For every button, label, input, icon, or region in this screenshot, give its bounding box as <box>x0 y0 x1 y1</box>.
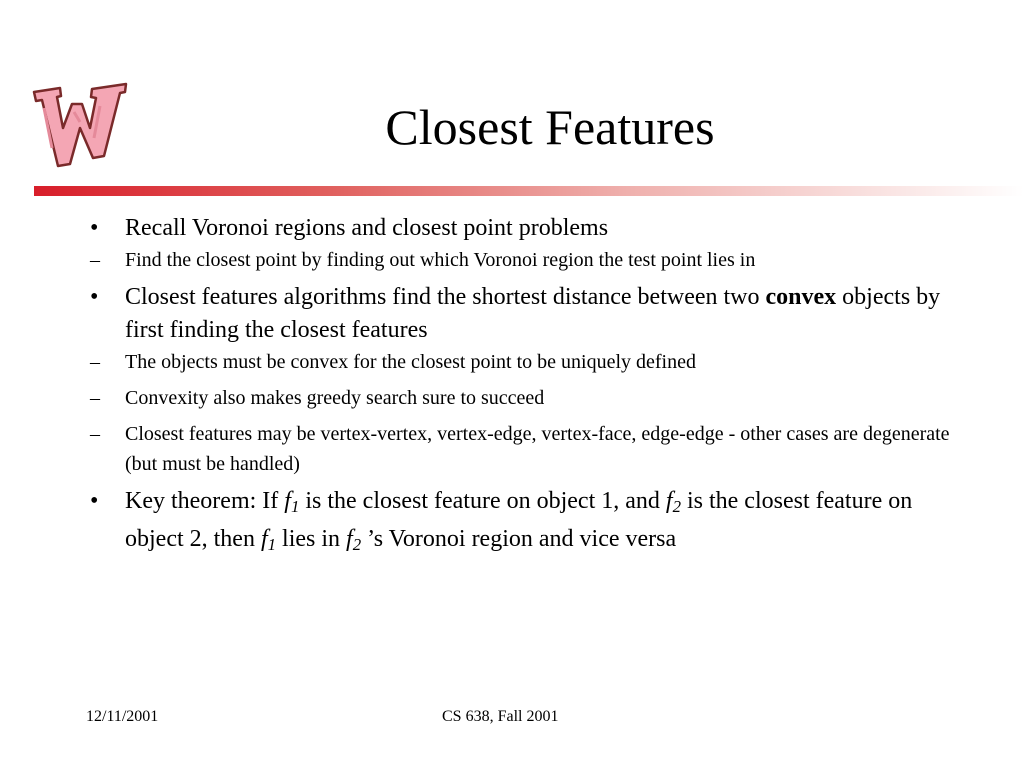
bullet-item <box>90 281 970 347</box>
variable-f: f <box>346 526 353 553</box>
bullet-text: Recall Voronoi regions and closest point problems <box>125 215 609 241</box>
footer-date: 12/11/2001 <box>86 708 159 725</box>
sub-bullet-text: Convexity also makes greedy search sure to succeed <box>125 387 545 409</box>
sub-bullet-text: Closest features may be vertex-vertex, vertex-edge, vertex-face, edge-edge - other cases are degenerate (but must be handled) <box>125 423 950 475</box>
variable-f: f <box>284 488 291 514</box>
sub-bullet-item <box>45 383 970 413</box>
dash-icon: – <box>90 387 100 409</box>
bullet-text-part: is the closest feature on object 1, and <box>299 488 666 514</box>
subscript: 2 <box>672 497 681 517</box>
footer-course: CS 638, Fall 2001 <box>442 708 559 725</box>
slide-title: Closest Features <box>385 99 715 155</box>
university-w-logo-icon <box>30 78 130 178</box>
bullet-item <box>90 212 970 245</box>
variable-f: f <box>260 526 268 553</box>
bullet-icon: • <box>90 215 99 241</box>
bullet-icon: • <box>90 488 99 514</box>
bullet-text-part: objects by first finding the closest features <box>125 284 941 343</box>
bullet-bold-word: convex <box>765 284 837 310</box>
dash-icon: – <box>90 423 100 445</box>
bullet-item <box>90 485 970 561</box>
subscript: 1 <box>267 535 277 555</box>
title-divider <box>34 186 1024 196</box>
subscript: 1 <box>290 497 300 517</box>
slide-body <box>90 208 970 561</box>
sub-bullet-item <box>45 245 970 275</box>
dash-icon: – <box>90 249 100 271</box>
bullet-text-part: Key theorem: If <box>125 488 285 514</box>
bullet-text-part: ’s Voronoi region and vice versa <box>361 526 677 553</box>
bullet-text-part: lies in <box>276 526 347 553</box>
sub-bullet-item <box>45 419 970 479</box>
bullet-text-part: is the closest feature on object 2, then <box>125 488 913 553</box>
bullet-icon: • <box>90 284 99 310</box>
bullet-text-part: Closest features algorithms find the shortest distance between two <box>125 284 766 310</box>
dash-icon: – <box>90 351 100 373</box>
sub-bullet-item <box>45 347 970 377</box>
sub-bullet-text: Find the closest point by finding out which Voronoi region the test point lies in <box>125 249 756 271</box>
subscript: 2 <box>352 535 362 555</box>
variable-f: f <box>665 488 673 514</box>
sub-bullet-text: The objects must be convex for the closest point to be uniquely defined <box>125 351 696 373</box>
